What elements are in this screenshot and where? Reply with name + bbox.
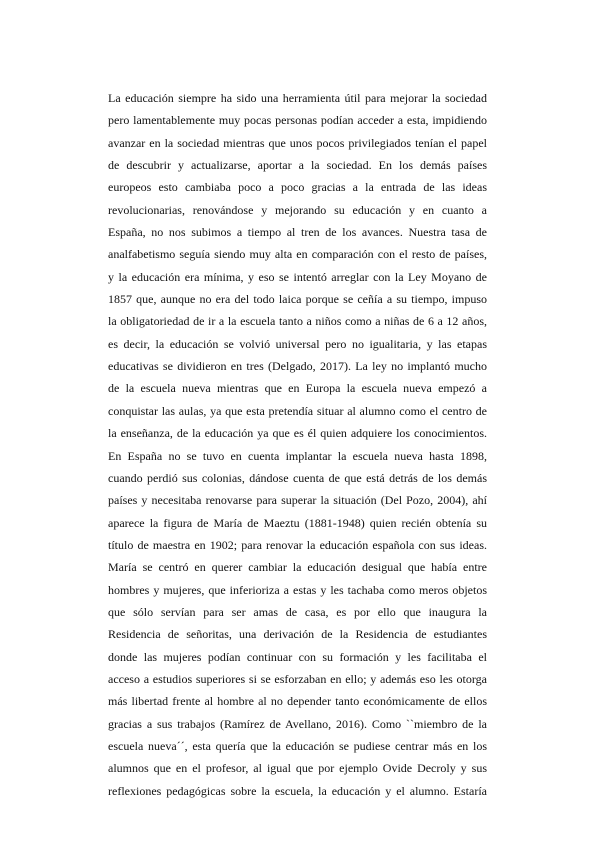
text-line: hombres y mujeres, que inferioriza a estas y les tachaba como meros objetos xyxy=(108,582,487,597)
text-line: pero lamentablemente muy pocas personas podían acceder a esta, impidiendo xyxy=(108,113,487,128)
text-line: países y necesitaba renovarse para superar la situación (Del Pozo, 2004), ahí xyxy=(108,493,487,508)
text-line: educativas se dividieron en tres (Delgado, 2017). La ley no implantó mucho xyxy=(108,359,487,374)
text-line: de la escuela nueva mientras que en Europa la escuela nueva empezó a xyxy=(108,381,487,396)
text-line: Residencia de señoritas, una derivación de la Residencia de estudiantes xyxy=(108,627,487,642)
text-line: escuela nueva´´, esta quería que la educación se pudiese centrar más en los xyxy=(108,738,487,753)
body-paragraph xyxy=(108,87,487,802)
text-line: España, no nos subimos a tiempo al tren de los avances. Nuestra tasa de xyxy=(108,225,487,240)
text-line: María se centró en querer cambiar la educación desigual que había entre xyxy=(108,560,487,575)
text-line: 1857 que, aunque no era del todo laica porque se ceñía a su tiempo, impuso xyxy=(108,292,487,307)
text-line: más libertad frente al hombre al no depender tanto económicamente de ellos xyxy=(108,694,487,709)
text-line: europeos esto cambiaba poco a poco gracias a la entrada de las ideas xyxy=(108,180,487,195)
text-line: acceso a estudios superiores si se esforzaban en ello; y además eso les otorga xyxy=(108,671,487,686)
text-line: cuando perdió sus colonias, dándose cuenta de que está detrás de los demás xyxy=(108,470,487,485)
text-line: es decir, la educación se volvió universal pero no igualitaria, y las etapas xyxy=(108,336,487,351)
text-line: la enseñanza, de la educación ya que es él quien adquiere los conocimientos. xyxy=(108,426,487,441)
text-line: de descubrir y actualizarse, aportar a la sociedad. En los demás países xyxy=(108,158,487,173)
text-line: que sólo servían para ser amas de casa, es por ello que inaugura la xyxy=(108,604,487,619)
text-line: la obligatoriedad de ir a la escuela tanto a niños como a niñas de 6 a 12 años, xyxy=(108,314,487,329)
text-line: En España no se tuvo en cuenta implantar la escuela nueva hasta 1898, xyxy=(108,448,487,463)
text-line: título de maestra en 1902; para renovar la educación española con sus ideas. xyxy=(108,537,487,552)
text-line: conquistar las aulas, ya que esta pretendía situar al alumno como el centro de xyxy=(108,403,487,418)
text-line: La educación siempre ha sido una herramienta útil para mejorar la sociedad xyxy=(108,91,487,105)
text-line: revolucionarias, renovándose y mejorando su educación y en cuanto a xyxy=(108,202,487,217)
text-line: gracias a sus trabajos (Ramírez de Avellano, 2016). Como ``miembro de la xyxy=(108,716,487,731)
text-line: alumnos que en el profesor, al igual que por ejemplo Ovide Decroly y sus xyxy=(108,761,487,776)
text-line: reflexiones pedagógicas sobre la escuela, la educación y el alumno. Estaría xyxy=(108,783,487,798)
text-line: y la educación era mínima, y eso se intentó arreglar con la Ley Moyano de xyxy=(108,269,487,284)
text-line: aparece la figura de María de Maeztu (1881-1948) quien recién obtenía su xyxy=(108,515,487,530)
text-line: analfabetismo seguía siendo muy alta en comparación con el resto de países, xyxy=(108,247,487,262)
text-line: donde las mujeres podían continuar con su formación y les facilitaba el xyxy=(108,649,487,664)
text-line: avanzar en la sociedad mientras que unos pocos privilegiados tenían el papel xyxy=(108,135,487,150)
